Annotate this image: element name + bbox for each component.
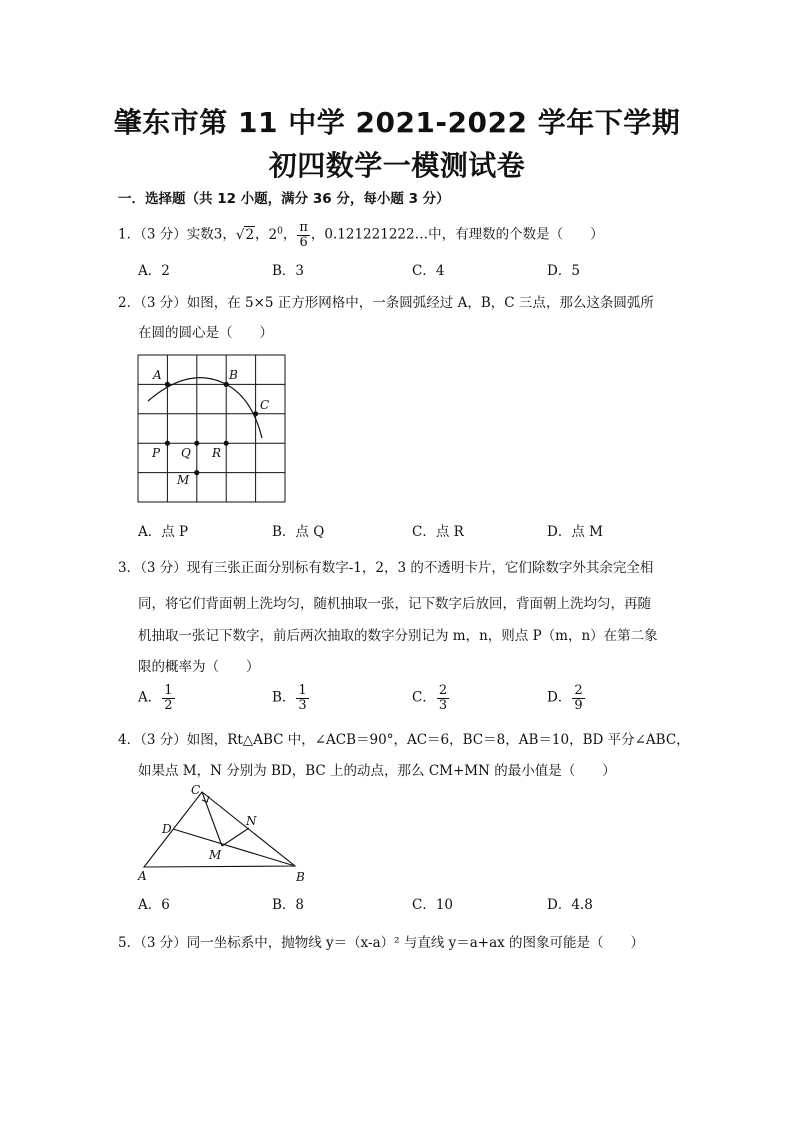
section-heading: 一．选择题（共 12 小题，满分 36 分，每小题 3 分） <box>118 191 450 207</box>
q1-option-d[interactable]: D．5 <box>547 263 580 279</box>
question-4-line1: 4．（3 分）如图，Rt△ABC 中，∠ACB＝90°，AC＝6，BC＝8，AB＝10，BD 平分∠ABC， <box>118 732 690 748</box>
question-5-line1: 5．（3 分）同一坐标系中，抛物线 y＝（x-a）² 与直线 y＝a+ax 的图象可能是（ ） <box>118 935 645 951</box>
q1-pi-fraction: $\frac{\pi}{6}$ <box>299 220 308 250</box>
q1-prefix: 1．（3 分）实数 <box>118 226 214 243</box>
segment-bd <box>173 829 295 866</box>
label-c: C <box>260 398 270 412</box>
label-m: M <box>209 848 222 862</box>
q1-sqrt: √2 <box>235 226 255 243</box>
q4-option-b[interactable]: B．8 <box>272 897 305 913</box>
q1-option-a[interactable]: A．2 <box>138 263 170 279</box>
question-1: 1．（3 分）实数3，√2，$2^0$， $\frac{\pi}{6}$ ，0.121221222…中，有理数的个数是（ ） <box>118 220 604 250</box>
q2-grid-figure <box>130 350 295 508</box>
label-a: A <box>153 368 162 382</box>
q4-option-a[interactable]: A．6 <box>138 897 170 913</box>
point-p-dot <box>165 441 170 446</box>
q4-option-d[interactable]: D．4.8 <box>547 897 593 913</box>
q1-option-c[interactable]: C．4 <box>412 263 445 279</box>
q3-option-a[interactable]: A． $\frac{1}{2}$ <box>138 683 173 713</box>
point-a-dot <box>165 382 170 387</box>
label-p: P <box>152 446 161 460</box>
label-c: C <box>191 783 201 797</box>
label-a: A <box>138 869 147 883</box>
point-c-dot <box>253 411 258 416</box>
page-title-line1: 肇东市第 11 中学 2021-2022 学年下学期 <box>113 106 681 139</box>
point-r-dot <box>224 441 229 446</box>
point-m-dot <box>194 470 199 475</box>
q3-option-d[interactable]: D． $\frac{2}{9}$ <box>547 683 583 713</box>
label-r: R <box>212 446 222 460</box>
question-3-line2: 同，将它们背面朝上洗均匀，随机抽取一张，记下数字后放回，背面朝上洗均匀，再随 <box>138 596 651 612</box>
q1-three: 3 <box>213 226 223 243</box>
point-q-dot <box>194 441 199 446</box>
circle-arc <box>148 378 262 438</box>
q1-power: $2^0$ <box>268 226 283 243</box>
question-2-line2: 在圆的圆心是（ ） <box>138 325 273 341</box>
question-3-line4: 限的概率为（ ） <box>138 659 260 675</box>
q2-option-c[interactable]: C．点 R <box>412 524 464 540</box>
label-n: N <box>246 814 257 828</box>
label-b: B <box>296 870 305 884</box>
q2-option-d[interactable]: D．点 M <box>547 524 603 540</box>
question-3-line1: 3．（3 分）现有三张正面分别标有数字-1，2，3 的不透明卡片，它们除数字外其余完全相 <box>118 560 654 576</box>
question-3-line3: 机抽取一张记下数字，前后两次抽取的数字分别记为 m，n，则点 P（m，n）在第二象 <box>138 628 658 644</box>
q4-triangle-figure <box>132 780 312 888</box>
page-title-line2: 初四数学一模测试卷 <box>268 149 526 182</box>
segment-mn <box>222 828 249 846</box>
label-m: M <box>177 473 190 487</box>
q4-option-c[interactable]: C．10 <box>412 897 454 913</box>
label-q: Q <box>181 446 191 460</box>
question-2-line1: 2．（3 分）如图，在 5×5 正方形网格中，一条圆弧经过 A，B，C 三点，那么这条圆弧所 <box>118 295 654 311</box>
question-4-line2: 如果点 M，N 分别为 BD，BC 上的动点，那么 CM+MN 的最小值是（ ） <box>138 763 616 779</box>
q1-decimal: 0.121221222… <box>324 226 429 243</box>
q3-option-b[interactable]: B． $\frac{1}{3}$ <box>272 683 307 713</box>
label-d: D <box>162 822 172 836</box>
q3-option-c[interactable]: C． $\frac{2}{3}$ <box>412 683 448 713</box>
q1-suffix: 中，有理数的个数是（ ） <box>428 226 604 243</box>
point-b-dot <box>224 382 229 387</box>
q1-option-b[interactable]: B．3 <box>272 263 305 279</box>
q2-option-b[interactable]: B．点 Q <box>272 524 325 540</box>
label-b: B <box>229 368 238 382</box>
q2-option-a[interactable]: A．点 P <box>138 524 189 540</box>
